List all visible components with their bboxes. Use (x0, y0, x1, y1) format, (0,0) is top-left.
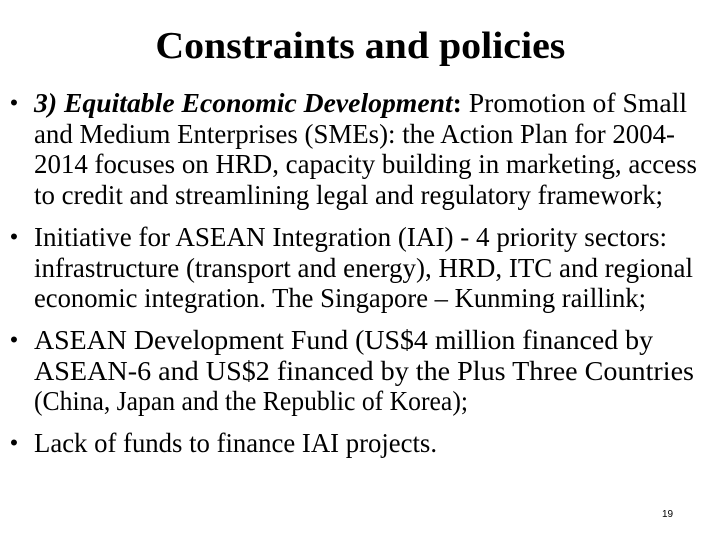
bullet-2-line-1: Initiative for ASEAN Integration (IAI) - 4 priority sectors: (34, 221, 667, 252)
bullet-1-heading-colon: : (452, 87, 462, 118)
bullet-1-line-4: to credit and streamlining legal and regulatory framework; (34, 179, 663, 210)
slide-title (0, 22, 720, 70)
bullet-4-line-1: Lack of funds to finance IAI projects. (34, 427, 437, 458)
bullet-1-heading: 3) Equitable Economic Development (34, 87, 453, 118)
bullet-1-text: Promotion of Small (461, 87, 687, 118)
bullet-2-line-2: infrastructure (transport and energy), HRD, ITC and regional (34, 252, 693, 283)
bullet-3-line-2: ASEAN-6 and US$2 financed by the Plus Three Countries (34, 355, 694, 386)
bullet-1-line-2: and Medium Enterprises (SMEs): the Action Plan for 2004- (34, 118, 675, 149)
bullet-3-line-3: (China, Japan and the Republic of Korea); (34, 385, 468, 416)
slide-title-text: Constraints and policies (155, 25, 565, 67)
bullet-1-line-3: 2014 focuses on HRD, capacity building in marketing, access (34, 148, 697, 179)
bullet-1-line-1 (34, 88, 687, 118)
bullet-icon: • (10, 90, 18, 115)
bullet-2-line-3: economic integration. The Singapore – Kunming raillink; (34, 282, 646, 313)
bullet-icon: • (10, 224, 18, 249)
bullet-icon: • (10, 327, 18, 352)
page-number: 19 (662, 509, 674, 520)
bullet-3-line-1: ASEAN Development Fund (US$4 million financed by (34, 324, 654, 355)
bullet-icon: • (10, 430, 18, 455)
